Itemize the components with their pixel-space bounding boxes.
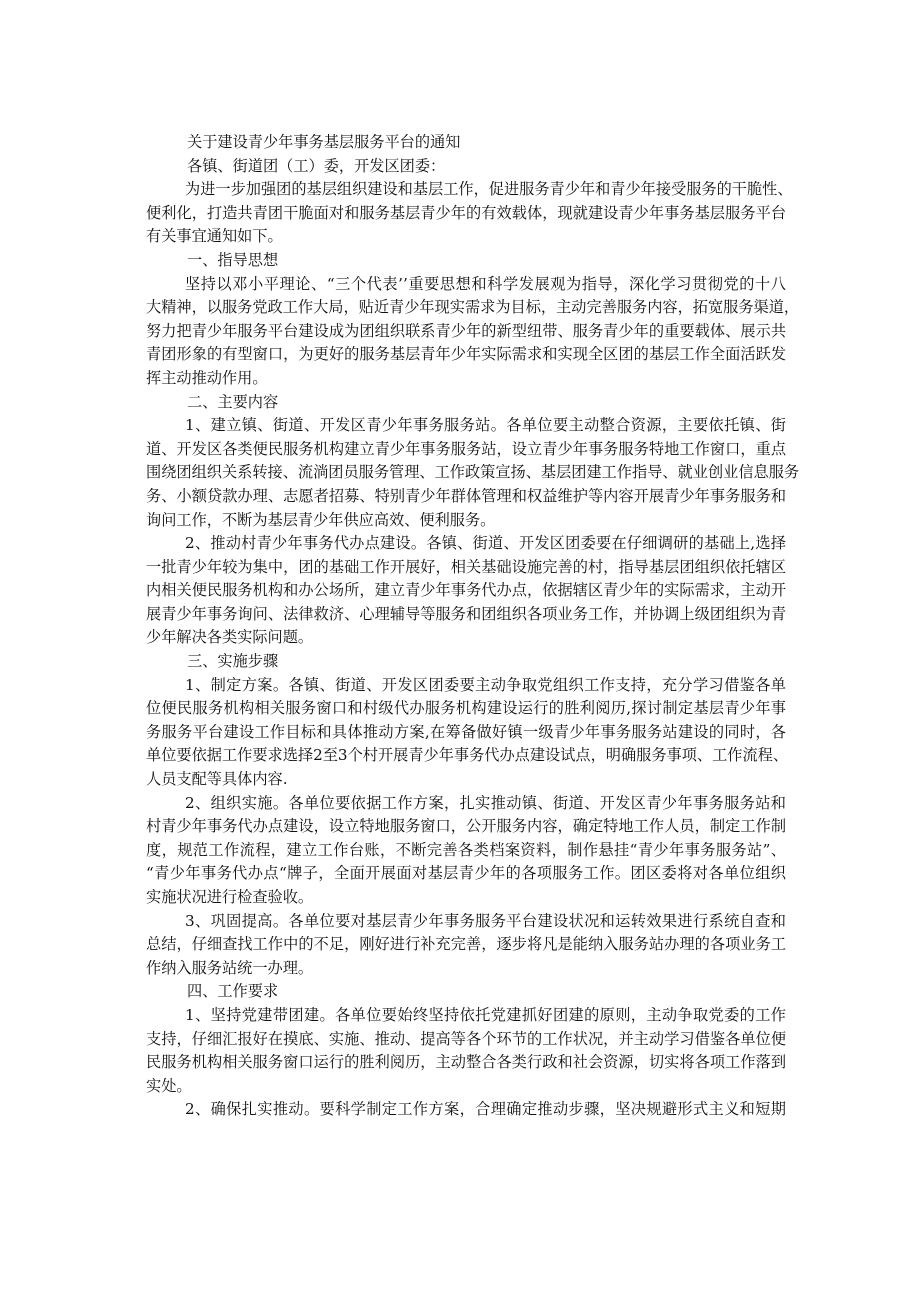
- text-line: 便利化，打造共青团干脆面对和服务基层青少年的有效载体，现就建设青少年事务基层服务平台: [146, 203, 786, 222]
- text-line: 挥主动推动作用。: [146, 368, 268, 387]
- text-line: 位便民服务机构相关服务窗口和村级代办服务机构建设运行的胜利阅历,探讨制定基层青少年事: [146, 699, 786, 718]
- text-line: “青少年事务代办点“牌子，全面开展面对基层青少年的各项服务工作。团区委将对各单位组织: [146, 864, 786, 883]
- text-line: 1、建立镇、街道、开发区青少年事务服务站。各单位要主动整合资源，主要依托镇、街: [185, 416, 786, 435]
- text-line: 努力把青少年服务平台建设成为团组织联系青少年的新型纽带、服务青少年的重要载体、展示共: [146, 321, 786, 340]
- text-line: 度，规范工作流程，建立工作台账，不断完善各类档案资料，制作悬挂“青少年事务服务站”、: [146, 840, 786, 859]
- text-line: 实施状况进行检查验收。: [146, 888, 314, 906]
- salutation: 各镇、街道团（工）委，开发区团委：: [187, 156, 446, 175]
- text-line: 作纳入服务站统一办理。: [146, 958, 314, 977]
- text-line: 实处。: [146, 1076, 192, 1095]
- section-heading: 一、指导思想: [187, 250, 279, 269]
- text-line: 民服务机构相关服务窗口运行的胜利阅历，主动整合各类行政和社会资源，切实将各项工作落到: [146, 1053, 786, 1072]
- section: [146, 650, 789, 980]
- text-line: 2、确保扎实推动。要科学制定工作方案，合理确定推动步骤，坚决规避形式主义和短期: [185, 1100, 786, 1119]
- section: [146, 391, 800, 651]
- paragraph: [146, 532, 786, 650]
- paragraph: [146, 792, 786, 910]
- text-line: 围绕团组织关系转接、流淌团员服务管理、工作政策宣扬、基层团建工作指导、就业创业信息服务: [146, 463, 800, 482]
- text-line: 少年解决各类实际问题。: [146, 628, 314, 647]
- section: [146, 249, 800, 391]
- text-line: 支持，仔细汇报好在摸底、实施、推动、提高等各个环节的工作状况，并主动学习借鉴各单位便: [146, 1029, 786, 1048]
- paragraph: [146, 273, 800, 391]
- section-heading: 三、实施步骤: [187, 652, 279, 671]
- intro-paragraph: [146, 178, 793, 249]
- text-line: 单位要依据工作要求选择2至3个村开展青少年事务代办点建设试点，明确服务事项、工作流程、: [146, 746, 789, 765]
- text-line: 有关事宜通知如下。: [146, 227, 283, 246]
- section: [146, 980, 786, 1122]
- text-line: 村青少年事务代办点建设，设立特地服务窗口，公开服务内容，确定特地工作人员，制定工作制: [146, 817, 786, 836]
- paragraph: [146, 1098, 786, 1122]
- text-line: 询问工作，不断为基层青少年供应高效、便利服务。: [146, 510, 496, 529]
- text-line: 展青少年事务询问、法律救济、心理辅导等服务和团组织各项业务工作，并协调上级团组织为青: [146, 604, 786, 623]
- text-line: 务、小额贷款办理、志愿者招募、特别青少年群体管理和权益维护等内容开展青少年事务服务和: [146, 486, 786, 505]
- text-line: 1、坚持党建带团建。各单位要始终坚持依托党建抓好团建的原则，主动争取党委的工作: [185, 1005, 786, 1024]
- document-title: 关于建设青少年事务基层服务平台的通知: [187, 133, 461, 151]
- text-line: 青团形象的有型窗口，为更好的服务基层青年少年实际需求和实现全区团的基层工作全面活跃发: [146, 345, 786, 364]
- paragraph: [146, 674, 789, 792]
- text-line: 1、制定方案。各镇、街道、开发区团委要主动争取党组织工作支持，充分学习借鉴各单: [185, 675, 786, 694]
- section-heading: 四、工作要求: [187, 982, 279, 1001]
- text-line: 务服务平台建设工作目标和具体推动方案,在筹备做好镇一级青少年事务服务站建设的同时，各: [146, 722, 786, 741]
- text-line: 2、推动村青少年事务代办点建设。各镇、街道、开发区团委要在仔细调研的基础上,选择: [185, 534, 786, 553]
- text-line: 人员支配等具体内容.: [146, 770, 288, 789]
- paragraph: [146, 1004, 786, 1098]
- paragraph: [146, 414, 800, 532]
- text-line: 为进一步加强团的基层组织建设和基层工作，促进服务青少年和青少年接受服务的干脆性、: [185, 180, 793, 199]
- text-line: 总结，仔细查找工作中的不足，刚好进行补充完善，逐步将凡是能纳入服务站办理的各项业务工: [146, 935, 786, 954]
- paragraph: [146, 910, 786, 981]
- text-line: 道、开发区各类便民服务机构建立青少年事务服务站，设立青少年事务服务特地工作窗口，重点: [146, 439, 786, 458]
- text-line: 内相关便民服务机构和办公场所，建立青少年事务代办点，依据辖区青少年的实际需求，主动开: [146, 581, 786, 600]
- text-line: 一批青少年较为集中，团的基础工作开展好，相关基础设施完善的村，指导基层团组织依托辖区: [146, 557, 786, 576]
- document-page: [146, 131, 800, 1122]
- text-line: 坚持以邓小平理论、“三个代表’’重要思想和科学发展观为指导，深化学习贯彻党的十八: [185, 274, 786, 293]
- text-line: 3、巩固提高。各单位要对基层青少年事务服务平台建设状况和运转效果进行系统自查和: [185, 911, 786, 930]
- section-heading: 二、主要内容: [187, 392, 279, 411]
- text-line: 2、组织实施。各单位要依据工作方案，扎实推动镇、街道、开发区青少年事务服务站和: [185, 793, 786, 812]
- text-line: 大精神，以服务党政工作大局，贴近青少年现实需求为目标，主动完善服务内容，拓宽服务渠道，: [146, 298, 800, 317]
- document-body: [146, 249, 800, 1122]
